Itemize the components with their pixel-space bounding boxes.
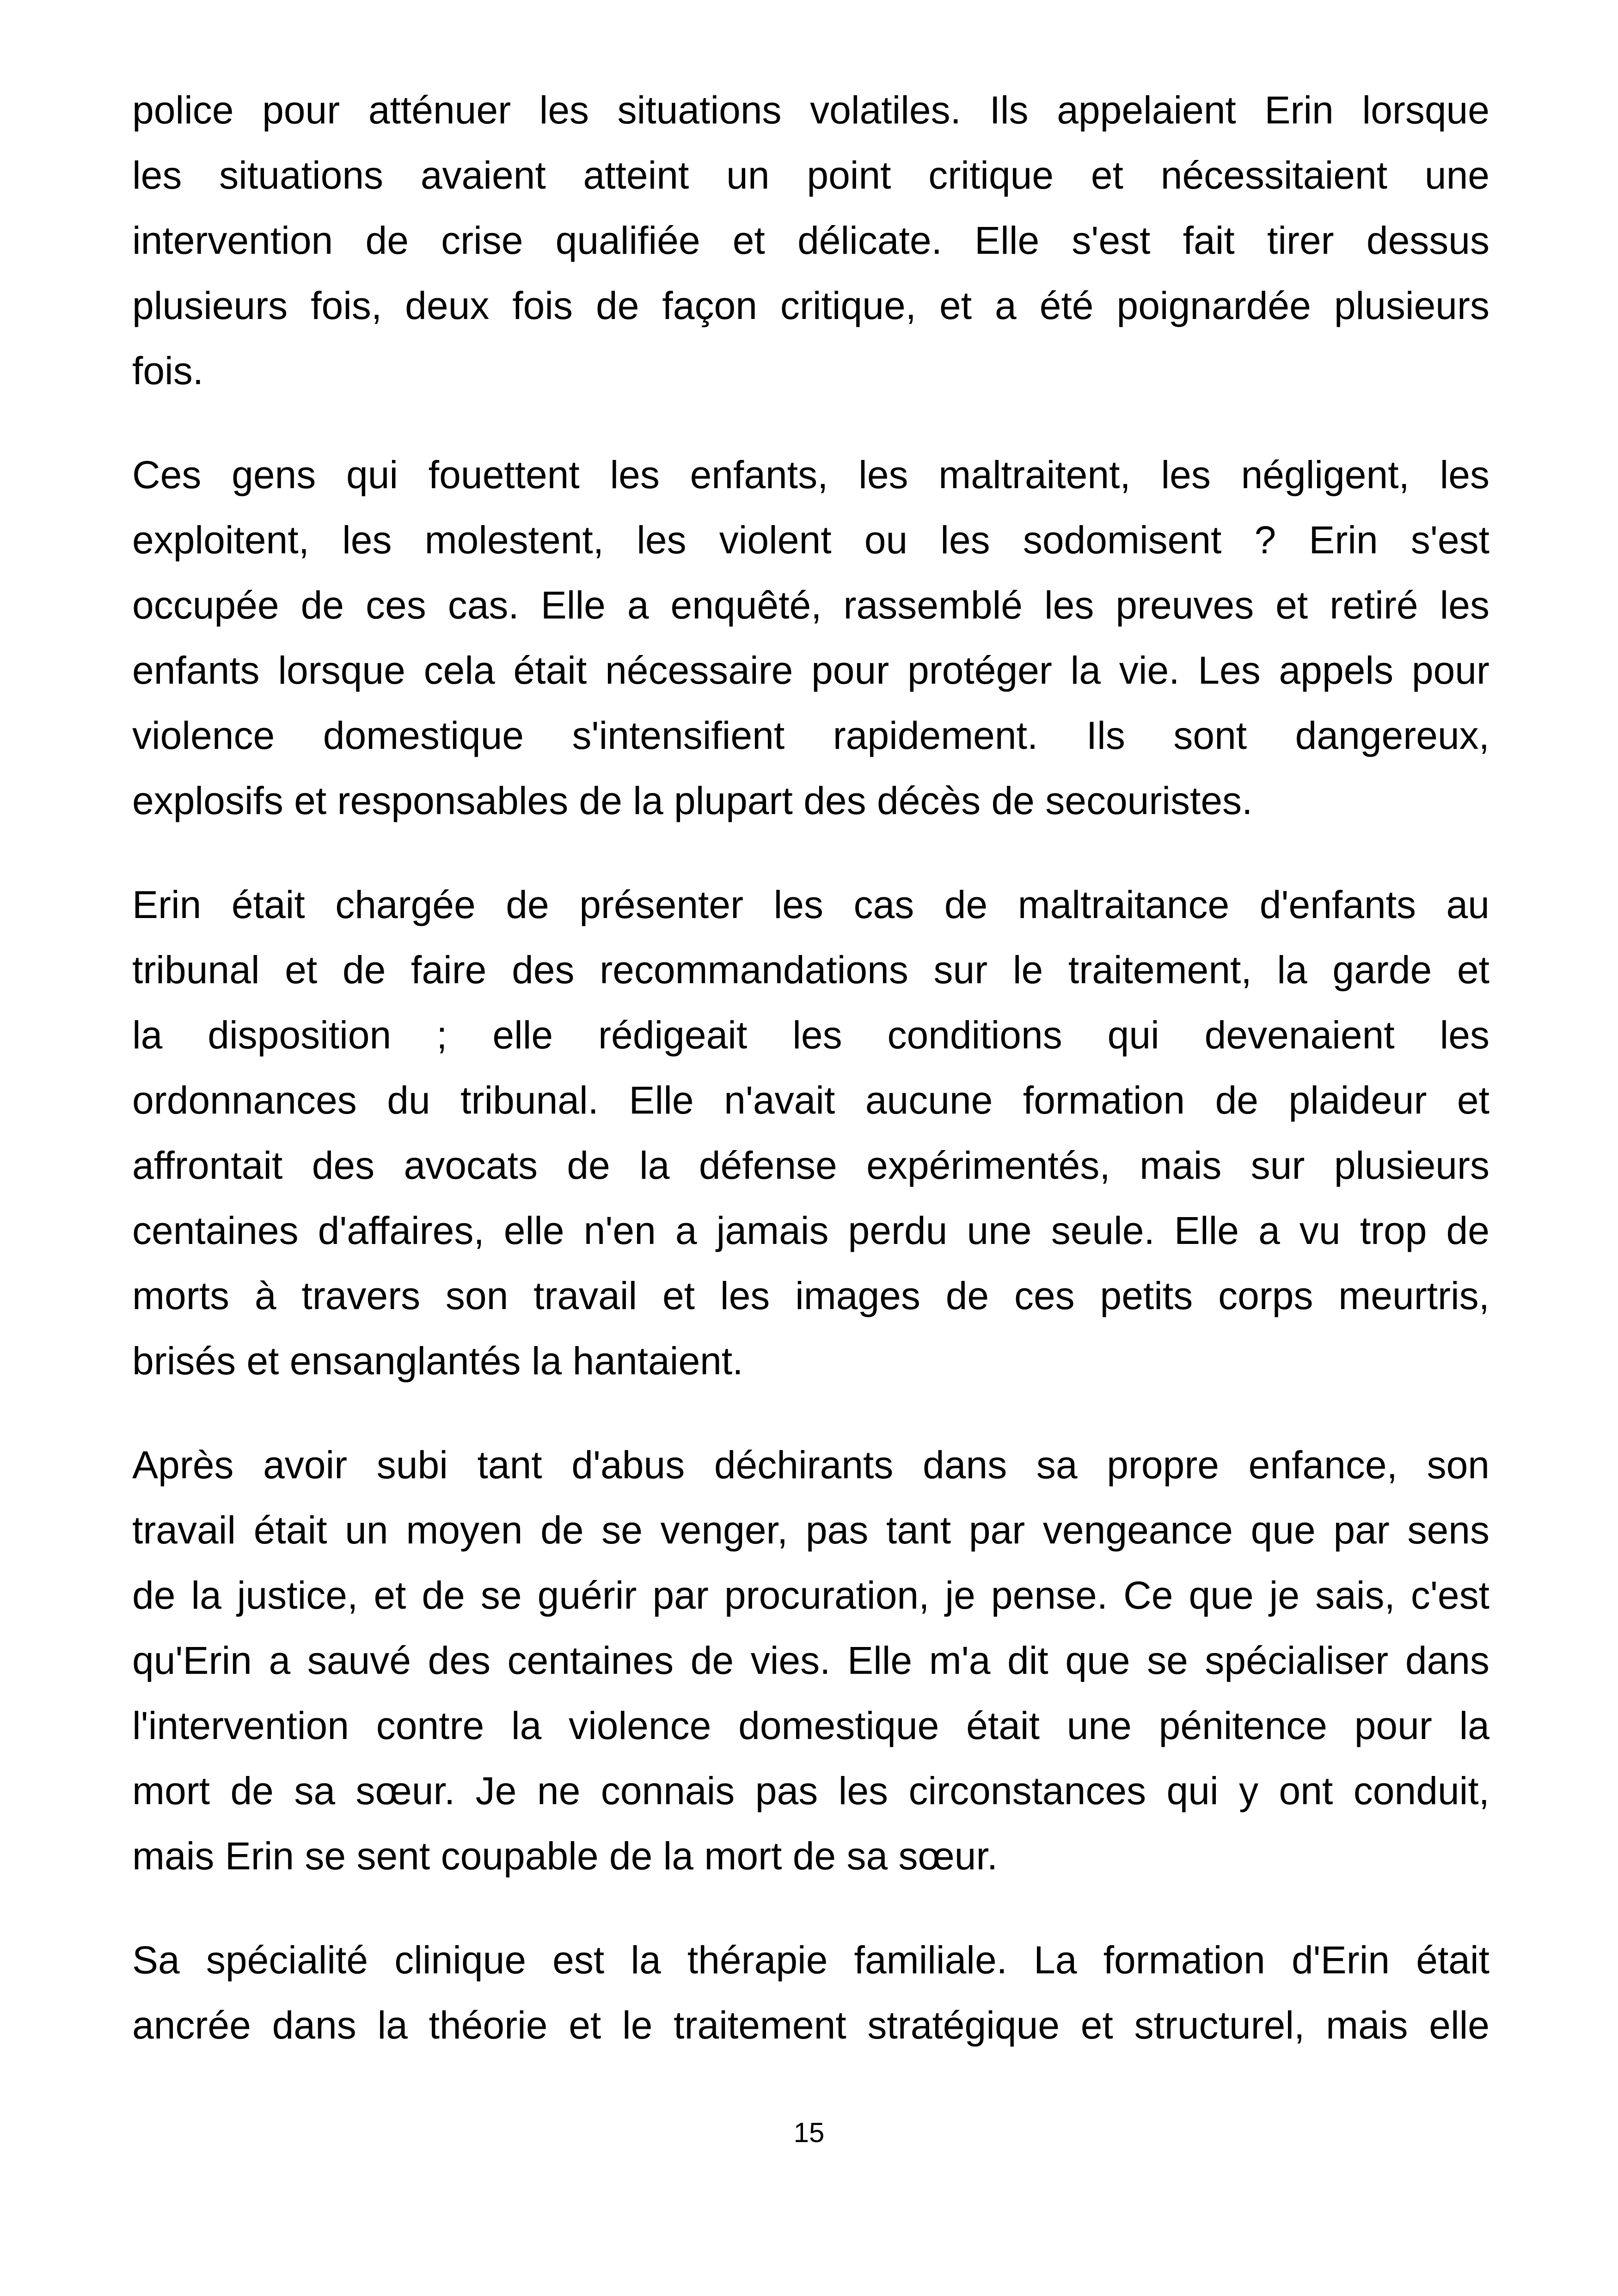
text-line: ancrée dans la théorie et le traitement stratégique et structurel, mais elle (132, 2003, 1489, 2047)
text-line: brisés et ensanglantés la hantaient. (132, 1339, 743, 1383)
paragraph-4 (132, 1433, 1489, 1889)
text-line: occupée de ces cas. Elle a enquêté, rassemblé les preuves et retiré les (132, 583, 1489, 627)
text-line: travail était un moyen de se venger, pas tant par vengeance que par sens (132, 1508, 1489, 1552)
text-line: centaines d'affaires, elle n'en a jamais perdu une seule. Elle a vu trop de (132, 1209, 1489, 1252)
page-number: 15 (793, 2117, 825, 2148)
text-line: qu'Erin a sauvé des centaines de vies. Elle m'a dit que se spécialiser dans (132, 1639, 1489, 1682)
text-line: l'intervention contre la violence domestique était une pénitence pour la (132, 1704, 1489, 1747)
text-line: mais Erin se sent coupable de la mort de sa sœur. (132, 1834, 998, 1878)
text-line: Erin était chargée de présenter les cas de maltraitance d'enfants au (132, 883, 1489, 926)
text-line: de la justice, et de se guérir par procuration, je pense. Ce que je sais, c'est (132, 1574, 1489, 1617)
text-line: ordonnances du tribunal. Elle n'avait aucune formation de plaideur et (132, 1078, 1489, 1122)
text-line: mort de sa sœur. Je ne connais pas les circonstances qui y ont conduit, (132, 1769, 1489, 1812)
paragraph-1 (132, 78, 1489, 404)
paragraph-2 (132, 442, 1489, 833)
text-line: explosifs et responsables de la plupart des décès de secouristes. (132, 779, 1253, 822)
text-line: police pour atténuer les situations volatiles. Ils appelaient Erin lorsque (132, 88, 1489, 132)
paragraph-3 (132, 872, 1489, 1394)
text-line: intervention de crise qualifiée et délicate. Elle s'est fait tirer dessus (132, 219, 1489, 262)
text-line: Ces gens qui fouettent les enfants, les maltraitent, les négligent, les (132, 453, 1489, 496)
text-line: violence domestique s'intensifient rapidement. Ils sont dangereux, (132, 714, 1489, 757)
text-line: plusieurs fois, deux fois de façon critique, et a été poignardée plusieurs (132, 284, 1489, 327)
body-text (132, 78, 1489, 2097)
text-line: Après avoir subi tant d'abus déchirants dans sa propre enfance, son (132, 1443, 1489, 1487)
text-line: morts à travers son travail et les images de ces petits corps meurtris, (132, 1274, 1489, 1317)
text-line: Sa spécialité clinique est la thérapie familiale. La formation d'Erin était (132, 1938, 1489, 1982)
text-line: tribunal et de faire des recommandations sur le traitement, la garde et (132, 948, 1489, 992)
text-line: les situations avaient atteint un point critique et nécessitaient une (132, 153, 1489, 197)
text-line: affrontait des avocats de la défense expérimentés, mais sur plusieurs (132, 1144, 1489, 1187)
text-line: la disposition ; elle rédigeait les conditions qui devenaient les (132, 1013, 1489, 1057)
text-line: exploitent, les molestent, les violent ou les sodomisent ? Erin s'est (132, 518, 1489, 562)
text-line: fois. (132, 349, 204, 392)
text-line: enfants lorsque cela était nécessaire pour protéger la vie. Les appels pour (132, 649, 1489, 692)
paragraph-5 (132, 1928, 1489, 2058)
